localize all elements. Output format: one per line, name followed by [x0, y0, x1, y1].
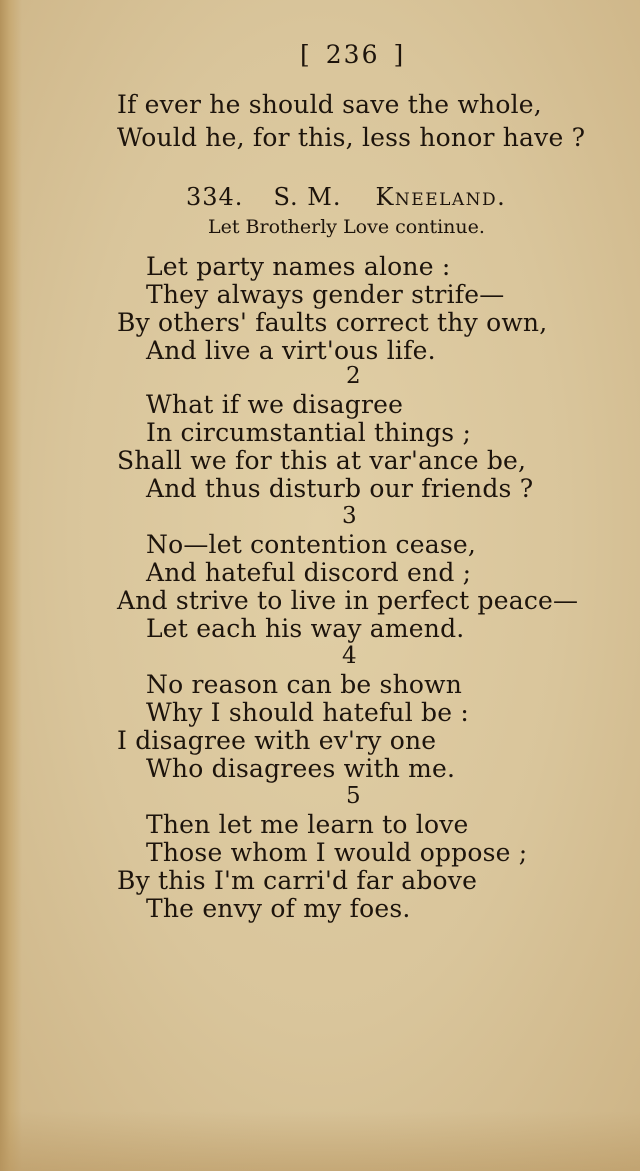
- page-number: 236: [325, 40, 380, 69]
- stanza-2-number: 2: [346, 363, 361, 389]
- stanza-3-line-4: Let each his way amend.: [146, 614, 465, 643]
- stanza-1-line-1: Let party names alone :: [146, 252, 451, 281]
- stanza-3-line-1: No—let contention cease,: [146, 530, 477, 559]
- stanza-5-number: 5: [346, 783, 361, 809]
- header-right-bracket: ]: [393, 40, 406, 69]
- stanza-2-line-3: Shall we for this at var'ance be,: [117, 446, 527, 475]
- stanza-2-line-1: What if we disagree: [146, 390, 404, 419]
- stanza-1-line-4: And live a virt'ous life.: [146, 336, 436, 365]
- page-edge-shadow: [0, 0, 22, 1171]
- page-header: [286, 40, 419, 69]
- preceding-line-2: Would he, for this, less honor have ?: [117, 123, 586, 152]
- header-left-bracket: [: [300, 40, 312, 69]
- stanza-4-line-4: Who disagrees with me.: [146, 754, 456, 783]
- stanza-5-line-3: By this I'm carri'd far above: [117, 866, 478, 895]
- stanza-3-line-3: And strive to live in perfect peace—: [117, 586, 579, 615]
- hymn-meter: S. M.: [273, 183, 342, 211]
- hymn-author: Kneeland.: [375, 183, 507, 211]
- hymn-number: 334.: [186, 183, 244, 211]
- stanza-5-line-2: Those whom I would oppose ;: [146, 838, 528, 867]
- stanza-3-line-2: And hateful discord end ;: [146, 558, 472, 587]
- stanza-3-number: 3: [342, 503, 357, 529]
- hymn-heading: [186, 183, 506, 211]
- stanza-4-line-1: No reason can be shown: [146, 670, 463, 699]
- stanza-4-number: 4: [342, 643, 357, 669]
- hymn-subtitle: Let Brotherly Love continue.: [208, 216, 485, 238]
- stanza-4-line-3: I disagree with ev'ry one: [117, 726, 437, 755]
- page-bottom-shadow: [0, 1111, 640, 1171]
- stanza-1-line-3: By others' faults correct thy own,: [117, 308, 548, 337]
- stanza-2-line-4: And thus disturb our friends ?: [146, 474, 534, 503]
- stanza-2-line-2: In circumstantial things ;: [146, 418, 472, 447]
- stanza-5-line-4: The envy of my foes.: [146, 894, 411, 923]
- stanza-4-line-2: Why I should hateful be :: [146, 698, 470, 727]
- preceding-line-1: If ever he should save the whole,: [117, 90, 542, 119]
- stanza-5-line-1: Then let me learn to love: [146, 810, 469, 839]
- stanza-1-line-2: They always gender strife—: [146, 280, 505, 309]
